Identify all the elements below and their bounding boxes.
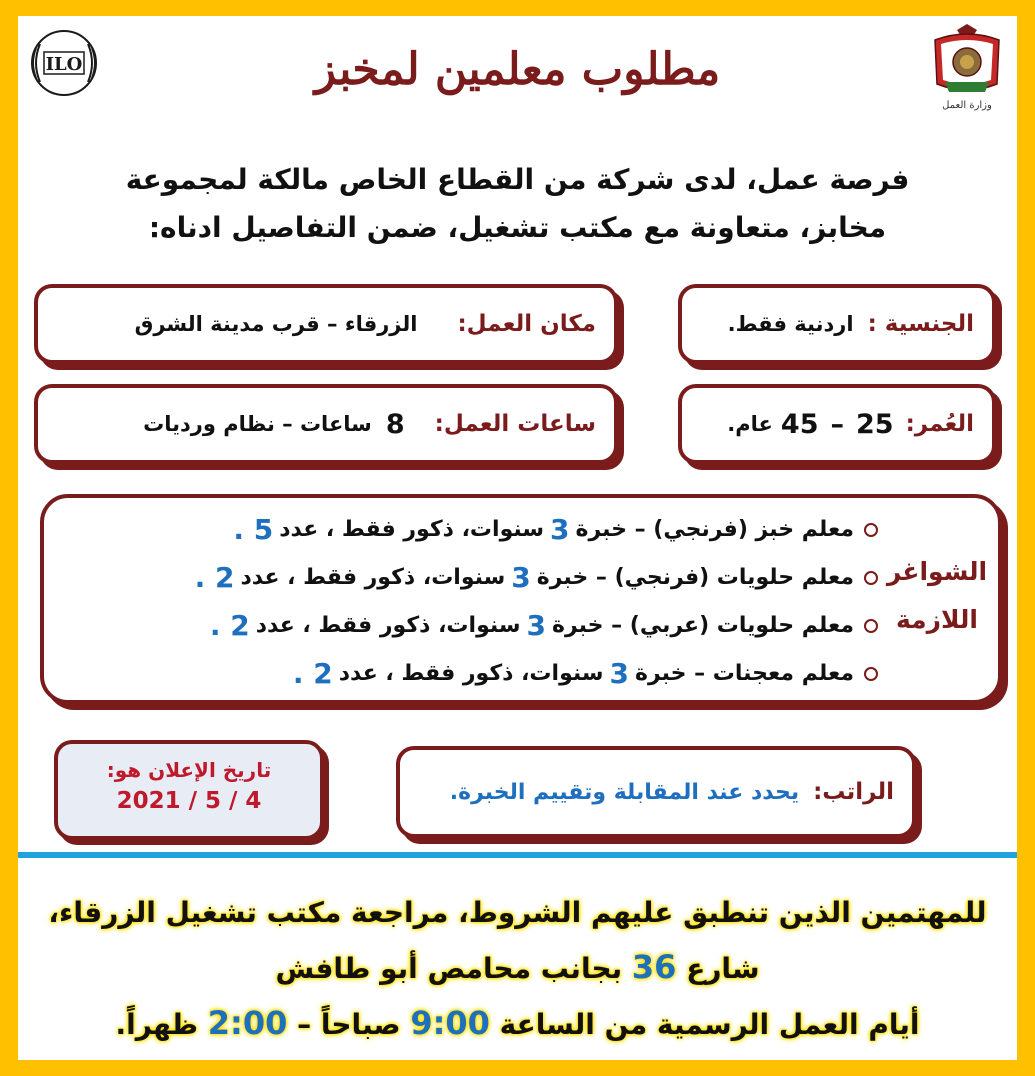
- footer-line-1: للمهتمين الذين تنطبق عليهم الشروط، مراجعة مكتب تشغيل الزرقاء،: [48, 896, 987, 929]
- vacancy-item: [54, 602, 878, 650]
- bullet-circle-icon: [864, 523, 878, 537]
- vacancy-count: 5 .: [233, 513, 274, 546]
- vacancy-terms: سنوات، ذكور فقط ، عدد: [279, 517, 544, 542]
- announcement-date-label: تاريخ الإعلان هو:: [106, 758, 272, 782]
- nationality-box: [678, 284, 996, 364]
- age-label: العُمر:: [905, 411, 974, 437]
- bullet-circle-icon: [864, 619, 878, 633]
- footer-line-2: [28, 940, 1007, 996]
- age-unit: عام.: [727, 412, 773, 436]
- announcement-date-box: [54, 740, 324, 840]
- ilo-logo-text: ILO: [45, 54, 83, 75]
- intro-line-1: فرصة عمل، لدى شركة من القطاع الخاص مالكة لمجموعة: [125, 163, 910, 196]
- vacancy-years: 3: [609, 657, 629, 690]
- vacancy-item: [54, 506, 878, 554]
- nationality-label: الجنسية :: [867, 311, 974, 337]
- footer-street-label: شارع: [686, 952, 760, 985]
- vacancy-item: [54, 554, 878, 602]
- vacancy-terms: سنوات، ذكور فقط ، عدد: [255, 613, 521, 638]
- age-dash: –: [830, 408, 844, 440]
- work-location-value: الزرقاء – قرب مدينة الشرق: [134, 312, 418, 336]
- poster-title: مطلوب معلمين لمخبز: [314, 44, 721, 95]
- work-hours-value: ساعات – نظام ورديات: [143, 412, 372, 436]
- footer-line-3: [28, 996, 1007, 1052]
- vacancy-years: 3: [526, 609, 546, 642]
- nationality-value: اردنية فقط.: [727, 312, 854, 336]
- salary-box: [396, 746, 916, 838]
- work-hours-box: [34, 384, 618, 464]
- poster: [18, 16, 1017, 1060]
- footer-contact: [28, 886, 1007, 1052]
- vacancy-title: معلم خبز (فرنجي) – خبرة: [575, 517, 854, 542]
- footer-hours-after: ظهراً.: [115, 1008, 199, 1041]
- vacancies-label: [882, 548, 992, 644]
- work-hours-label: ساعات العمل:: [434, 411, 596, 437]
- vacancy-terms: سنوات، ذكور فقط ، عدد: [240, 565, 506, 590]
- vacancy-count: 2 .: [209, 609, 250, 642]
- announcement-date-value: 2021 / 5 / 4: [116, 788, 262, 814]
- age-from: 25: [855, 408, 894, 440]
- work-hours-number: 8: [385, 408, 405, 440]
- work-location-box: [34, 284, 618, 364]
- footer-hours-to: 2:00: [207, 1004, 288, 1042]
- age-box: [678, 384, 996, 464]
- footer-street-landmark: بجانب محامص أبو طافش: [275, 952, 623, 985]
- vacancies-list: [54, 506, 878, 698]
- vacancy-years: 3: [550, 513, 570, 546]
- intro-text: [58, 156, 977, 252]
- vacancy-count: 2 .: [292, 657, 333, 690]
- salary-label: الراتب:: [813, 779, 894, 805]
- vacancy-title: معلم حلويات (فرنجي) – خبرة: [536, 565, 854, 590]
- vacancy-terms: سنوات، ذكور فقط ، عدد: [338, 661, 604, 686]
- vacancy-title: معلم معجنات – خبرة: [634, 661, 854, 686]
- vacancies-label-line-1: الشواغر: [886, 557, 988, 586]
- vacancy-item: [54, 650, 878, 698]
- footer-hours-label: أيام العمل الرسمية من الساعة: [499, 1008, 920, 1041]
- vacancies-box: [40, 494, 1002, 704]
- salary-value: يحدد عند المقابلة وتقييم الخبرة.: [449, 779, 800, 805]
- jordan-emblem-caption: وزارة العمل: [942, 100, 992, 111]
- work-location-label: مكان العمل:: [457, 311, 596, 337]
- intro-line-2: مخابز، متعاونة مع مكتب تشغيل، ضمن التفاصيل ادناه:: [148, 211, 887, 244]
- vacancy-count: 2 .: [194, 561, 235, 594]
- footer-hours-mid: صباحاً –: [297, 1008, 401, 1041]
- age-to: 45: [780, 408, 819, 440]
- vacancies-label-line-2: اللازمة: [896, 605, 978, 634]
- footer-hours-from: 9:00: [410, 1004, 490, 1042]
- divider-line: [18, 852, 1017, 858]
- vacancy-years: 3: [511, 561, 531, 594]
- vacancy-title: معلم حلويات (عربي) – خبرة: [551, 613, 854, 638]
- bullet-circle-icon: [864, 667, 878, 681]
- footer-street-number: 36: [631, 948, 677, 986]
- bullet-circle-icon: [864, 571, 878, 585]
